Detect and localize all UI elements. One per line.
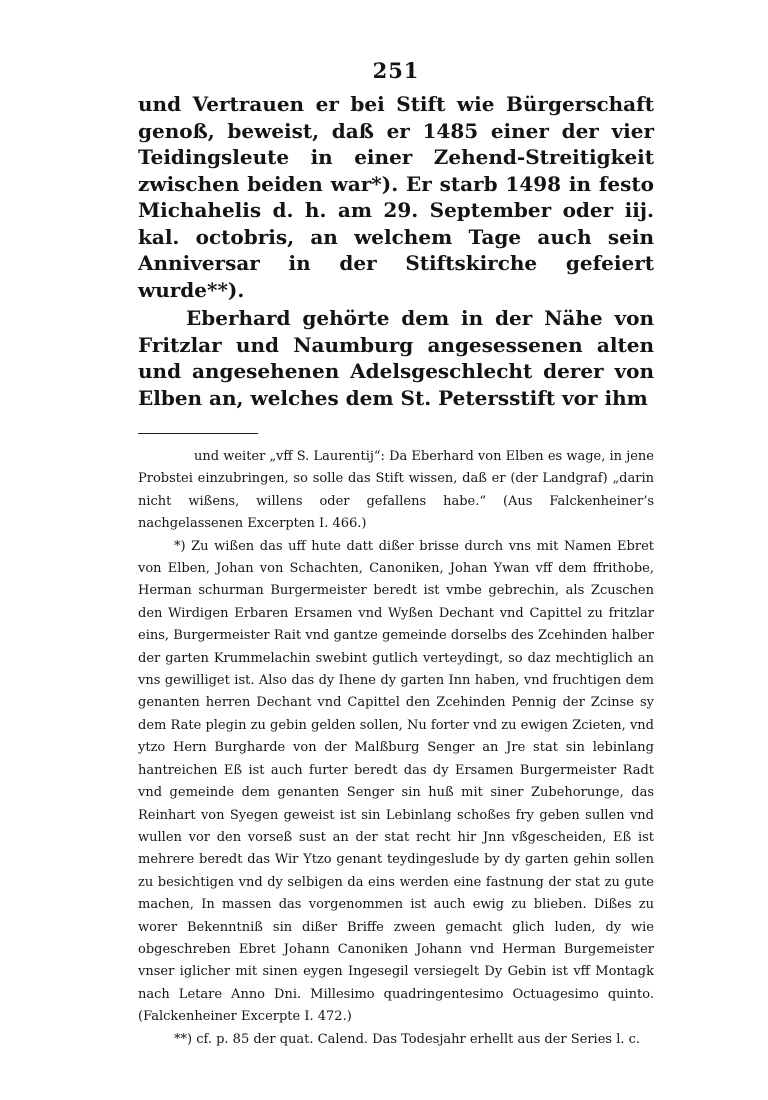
- footnote-star: *) Zu wißen das uff hute datt dißer brisse durch vns mit Namen Ebret von Elben, Johan von Schachten, Canoniken, Johan Ywan vff dem ffrithobe, Herman schurman Burgermeister beredt ist vmbe gebrechin, als Zcuschen den Wirdigen Erbaren Ersamen vnd Wyßen Dechant vnd Capittel zu fritzlar eins, Burgermeister Rait vnd gantze gemeinde dorselbs des Zcehinden halber der garten Krummelachin swebint gutlich verteydingt, so daz mechtiglich an vns gewilliget ist. Also das dy Ihene dy garten Inn haben, vnd fruchtigen dem genanten herren Dechant vnd Capittel den Zcehinden Pennig der Zcinse sy dem Rate plegin zu gebin gelden sollen, Nu forter vnd zu ewigen Zcieten, vnd ytzo Hern Burgharde von der Malßburg Senger an Jre stat sin lebinlang hantreichen Eß ist auch furter beredt das dy Ersamen Burgermeister Radt vnd gemeinde dem genanten Senger sin huß mit siner Zubehorunge, das Reinhart von Syegen geweist ist sin Lebinlang schoßes fry geben sullen vnd wullen vor den vorseß sust an der stat recht hir Jnn vßgescheiden, Eß ist mehrere beredt das Wir Ytzo genant teydingeslude by dy garten gehin sollen zu besichtigen vnd dy selbigen da eins werden eine fastnung der stat zu gute machen, In massen das vorgenommen ist auch ewig zu blieben. Dißes zu worer Bekenntniß sin dißer Briffe zween gemacht glich luden, dy wie obgeschreben Ebret Johann Canoniken Johann vnd Herman Burgemeister vnser iglicher mit sinen eygen Ingesegil versiegelt Dy Gebin ist vff Montagk nach Letare Anno Dni. Millesimo quadringentesimo Octuagesimo quinto. (Falckenheiner Excerpte I. 472.): [138, 538, 654, 1025]
- footnote-double-star: **) cf. p. 85 der quat. Calend. Das Todesjahr erhellt aus der Series l. c.: [174, 1031, 641, 1047]
- book-page: [138, 58, 654, 1051]
- page-number: 251: [372, 58, 420, 83]
- main-paragraph-1: und Vertrauen er bei Stift wie Bürgerschaft genoß, beweist, daß er 1485 einer der vier Teidingsleute in einer Zehend-Streitigkeit zwischen beiden war*). Er starb 1498 in festo Michahelis d. h. am 29. September oder iij. kal. octobris, an welchem Tage auch sein Anniversar in der Stiftskirche gefeiert wurde**).: [138, 92, 654, 302]
- footnote-divider: [138, 433, 258, 434]
- main-paragraph-2: Eberhard gehörte dem in der Nähe von Fritzlar und Naumburg angesessenen alten und angesehenen Adelsgeschlecht derer von Elben an, welches dem St. Petersstift vor ihm: [138, 306, 654, 410]
- footnote-continuation: und weiter „vff S. Laurentij“: Da Eberhard von Elben es wage, in jene Probstei einzubringen, so solle das Stift wissen, daß er (der Landgraf) „darin nicht wißens, willens oder gefallens habe.“ (Aus Falckenheiner’s nachgelassenen Excerpten I. 466.): [138, 449, 654, 532]
- main-text: [138, 91, 654, 411]
- footnotes: [138, 446, 654, 1051]
